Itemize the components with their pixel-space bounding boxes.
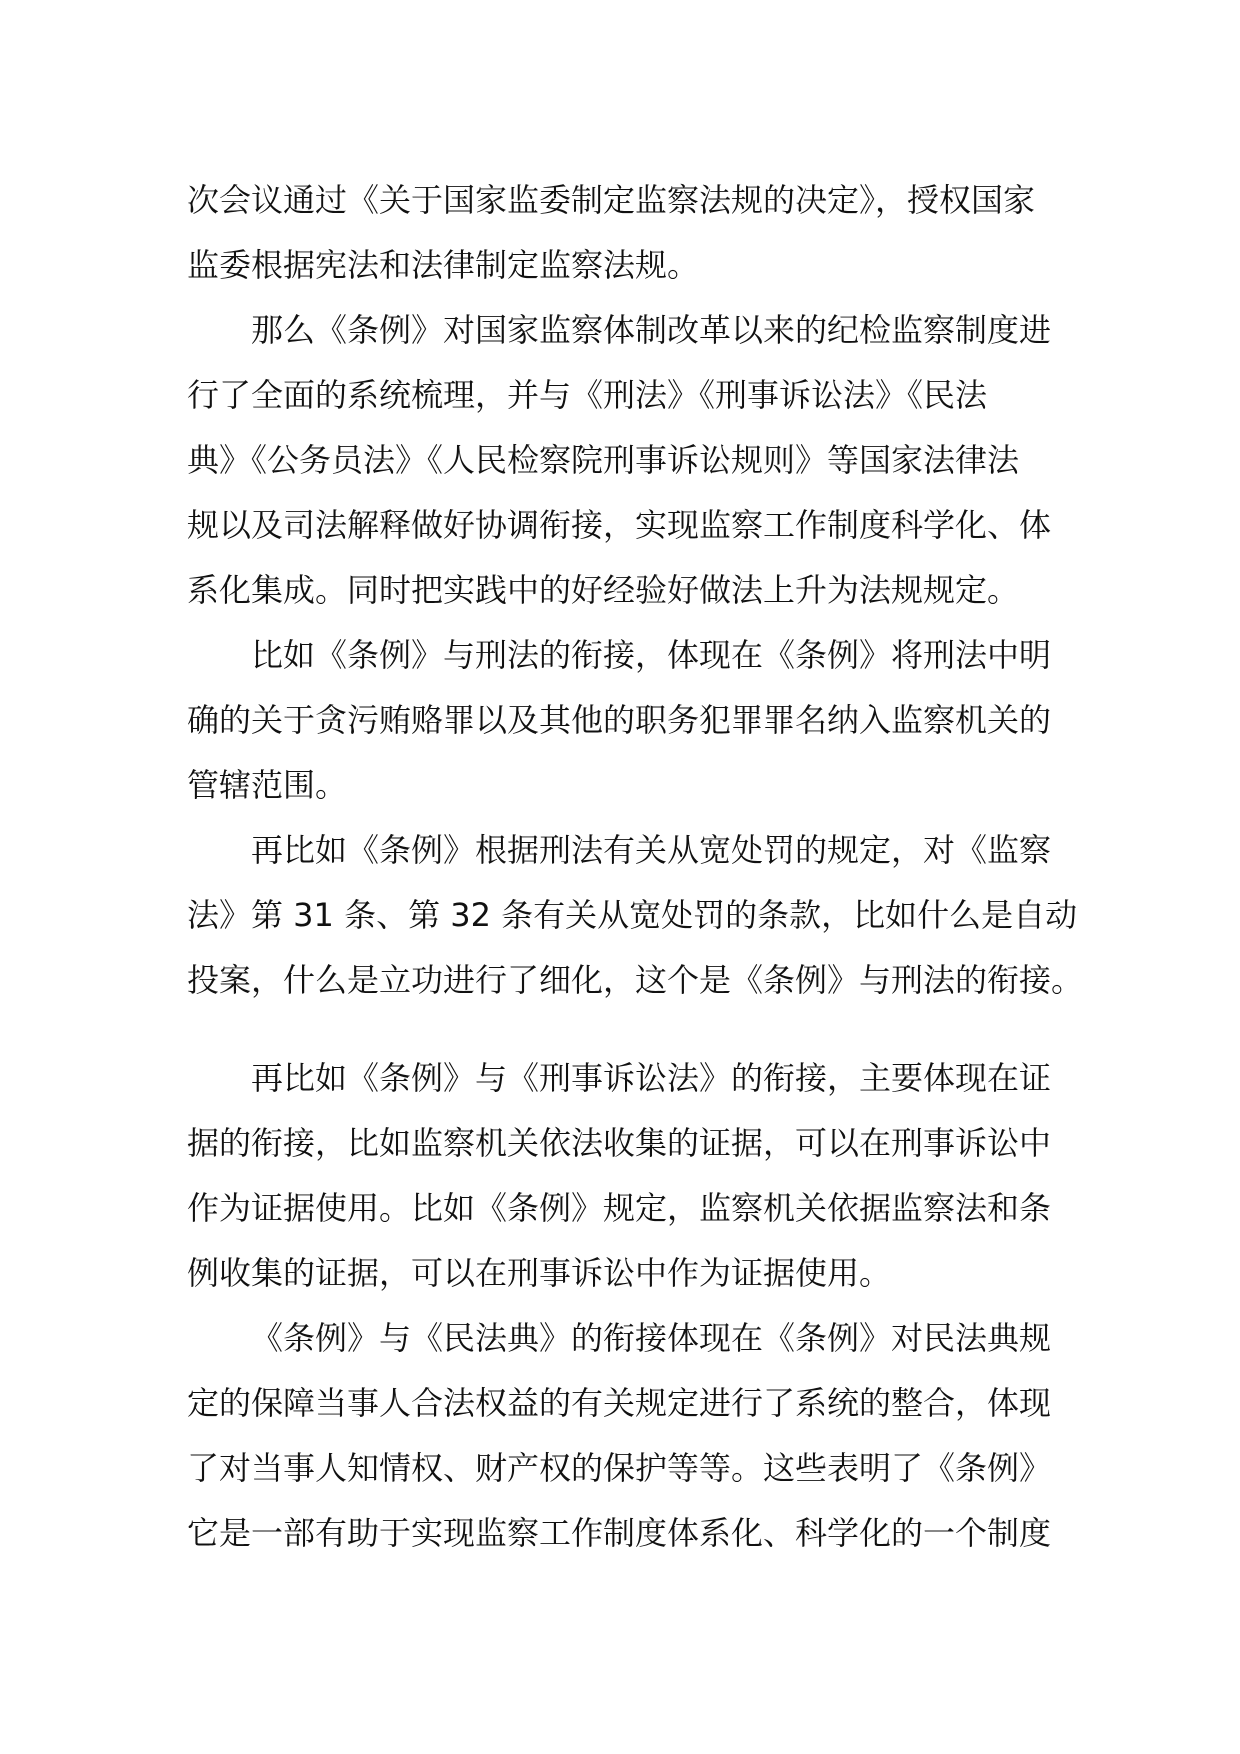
text-line: 行了全面的系统梳理，并与《刑法》《刑事诉讼法》《民法	[187, 376, 988, 414]
paragraph	[187, 1306, 1067, 1566]
text-line: 规以及司法解释做好协调衔接，实现监察工作制度科学化、体	[187, 506, 1052, 544]
text-line: 再比如《条例》与《刑事诉讼法》的衔接，主要体现在证	[251, 1059, 1052, 1097]
text-line: 作为证据使用。比如《条例》规定，监察机关依据监察法和条	[187, 1189, 1052, 1227]
paragraph	[187, 168, 1067, 298]
text-line: 投案，什么是立功进行了细化，这个是《条例》与刑法的衔接。	[187, 961, 1084, 999]
text-line: 管辖范围。	[187, 766, 348, 804]
paragraph	[187, 818, 1084, 1013]
paragraph	[187, 623, 1067, 818]
text-line: 确的关于贪污贿赂罪以及其他的职务犯罪罪名纳入监察机关的	[187, 701, 1052, 739]
text-line: 它是一部有助于实现监察工作制度体系化、科学化的一个制度	[187, 1514, 1052, 1552]
text-line: 典》《公务员法》《人民检察院刑事诉讼规则》等国家法律法	[187, 441, 1020, 479]
text-line: 据的衔接，比如监察机关依法收集的证据，可以在刑事诉讼中	[187, 1124, 1052, 1162]
text-line: 比如《条例》与刑法的衔接，体现在《条例》将刑法中明	[251, 636, 1052, 674]
text-line: 法》第 31 条、第 32 条有关从宽处罚的条款，比如什么是自动	[187, 896, 1078, 934]
text-line: 监委根据宪法和法律制定监察法规。	[187, 246, 700, 284]
paragraph	[187, 1046, 1067, 1306]
text-line: 系化集成。同时把实践中的好经验好做法上升为法规规定。	[187, 571, 1020, 609]
paragraph-spacer	[187, 1013, 1067, 1046]
text-line: 例收集的证据，可以在刑事诉讼中作为证据使用。	[187, 1254, 892, 1292]
text-line: 次会议通过《关于国家监委制定监察法规的决定》，授权国家	[187, 181, 1036, 219]
text-line: 再比如《条例》根据刑法有关从宽处罚的规定，对《监察	[251, 831, 1052, 869]
text-line: 定的保障当事人合法权益的有关规定进行了系统的整合，体现	[187, 1384, 1052, 1422]
text-line: 那么《条例》对国家监察体制改革以来的纪检监察制度进	[251, 311, 1052, 349]
document-body	[187, 168, 1084, 1566]
text-line: 了对当事人知情权、财产权的保护等等。这些表明了《条例》	[187, 1449, 1052, 1487]
text-line: 《条例》与《民法典》的衔接体现在《条例》对民法典规	[251, 1319, 1052, 1357]
paragraph	[187, 298, 1067, 623]
